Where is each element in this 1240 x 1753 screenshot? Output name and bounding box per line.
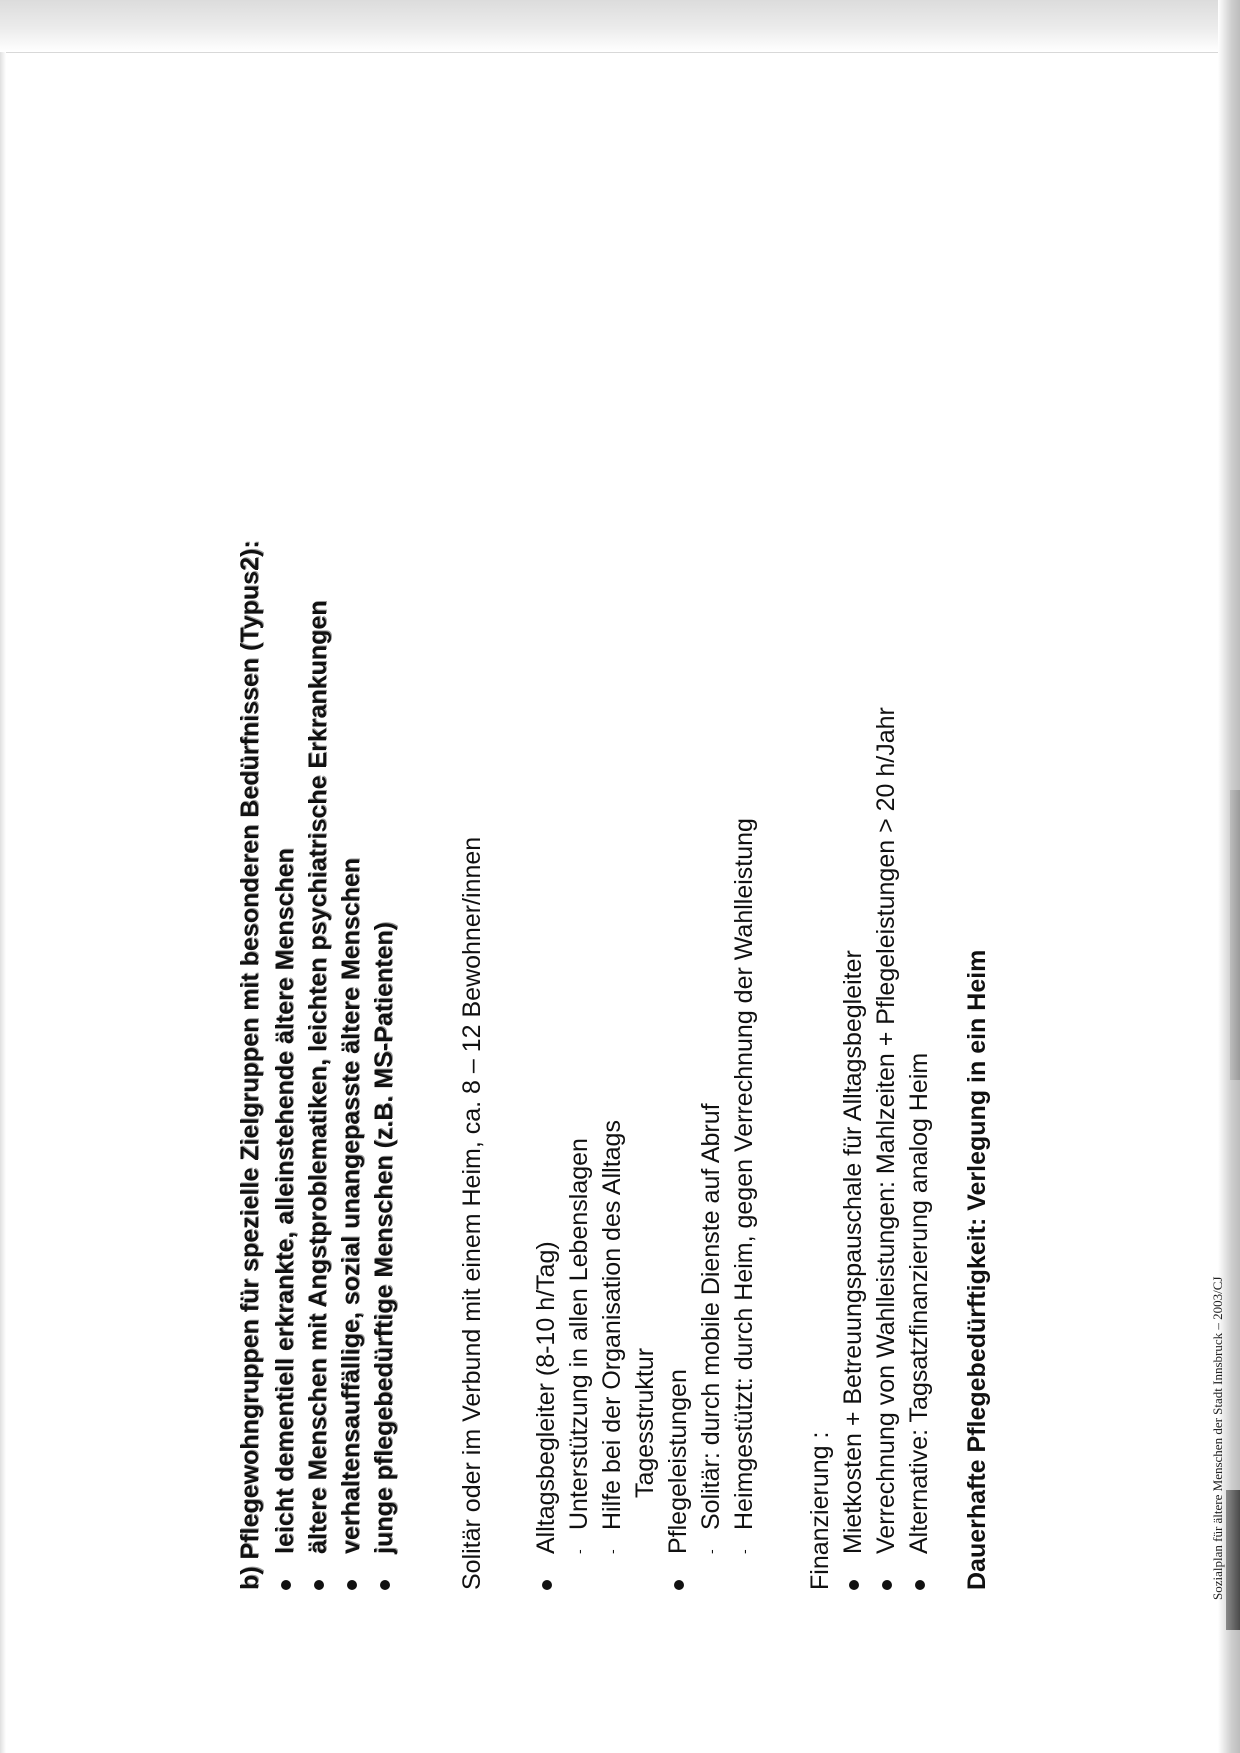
service-subitem-text: Hilfe bei der Organisation des Alltags (598, 1120, 626, 1530)
bullet-icon (882, 1580, 892, 1590)
target-group-item (303, 600, 333, 1590)
target-group-text: verhaltensauffällige, sozial unangepasste ältere Menschen (337, 857, 365, 1554)
conclusion-text: Dauerhafte Pflegebedürftigkeit: Verlegung in ein Heim (963, 949, 991, 1590)
financing-item-text: Verrechnung von Wahlleistungen: Mahlzeiten + Pflegeleistungen > 20 h/Jahr (872, 707, 900, 1554)
bullet-icon (347, 1580, 357, 1590)
bullet-icon (380, 1580, 390, 1590)
heading-text: Pflegewohngruppen für spezielle Zielgruppen mit besonderen Bedürfnissen (Typus2): (236, 540, 264, 1560)
bullet-icon (314, 1580, 324, 1590)
bullet-icon (674, 1580, 684, 1590)
service-subitem (597, 1120, 627, 1590)
service-subitem-text: Heimgestützt: durch Heim, gegen Verrechnung der Wahlleistung (730, 818, 758, 1530)
service-subitem (696, 1103, 726, 1590)
bullet-icon (281, 1580, 291, 1590)
financing-item (838, 950, 868, 1590)
service-subitem-text: Unterstützung in allen Lebenslagen (565, 1138, 593, 1530)
scan-edge-top (0, 0, 1240, 53)
setting-text: Solitär oder im Verbund mit einem Heim, ca. 8 – 12 Bewohner/innen (458, 836, 486, 1590)
service-pflege-title (663, 1369, 693, 1590)
dash-icon: - (604, 1549, 620, 1554)
rotated-slide (235, 240, 995, 1590)
section-heading (235, 540, 265, 1590)
financing-item-text: Mietkosten + Betreuungspauschale für Alltagsbegleiter (839, 950, 867, 1554)
scan-edge-left (0, 52, 6, 1753)
target-group-text: leicht dementiell erkrankte, alleinstehende ältere Menschen (271, 848, 299, 1554)
scan-shadow (1230, 790, 1240, 1080)
financing-item (871, 707, 901, 1590)
service-title-text: Pflegeleistungen (664, 1369, 692, 1554)
financing-item (904, 1053, 934, 1590)
target-group-text: ältere Menschen mit Angstproblematiken, leichten psychiatrische Erkrankungen (304, 600, 332, 1554)
heading-prefix: b) (236, 1559, 264, 1590)
target-group-item (270, 848, 300, 1590)
service-continuation: Tagesstruktur (631, 1347, 659, 1498)
financing-item-text: Alternative: Tagsatzfinanzierung analog Heim (905, 1052, 933, 1554)
service-subitem (564, 1138, 594, 1590)
bullet-icon (542, 1580, 552, 1590)
service-subitem (729, 818, 759, 1590)
bullet-icon (915, 1580, 925, 1590)
service-subitem-text: Solitär: durch mobile Dienste auf Abruf (697, 1103, 725, 1530)
dash-icon: - (571, 1549, 587, 1554)
service-alltag-title (531, 1241, 561, 1590)
target-group-item (336, 858, 366, 1590)
page-footer: Sozialplan für ältere Menschen der Stadt Innsbruck – 2003/CJ (1210, 1276, 1225, 1600)
target-group-text: junge pflegebedürftige Menschen (z.B. MS-Patienten) (370, 922, 398, 1554)
financing-title: Finanzierung : (806, 1431, 834, 1590)
service-title-text: Alltagsbegleiter (8-10 h/Tag) (532, 1241, 560, 1554)
bullet-icon (849, 1580, 859, 1590)
scan-shadow-dark (1226, 1490, 1240, 1630)
dash-icon: - (736, 1549, 752, 1554)
dash-icon: - (703, 1549, 719, 1554)
target-group-item (369, 922, 399, 1590)
